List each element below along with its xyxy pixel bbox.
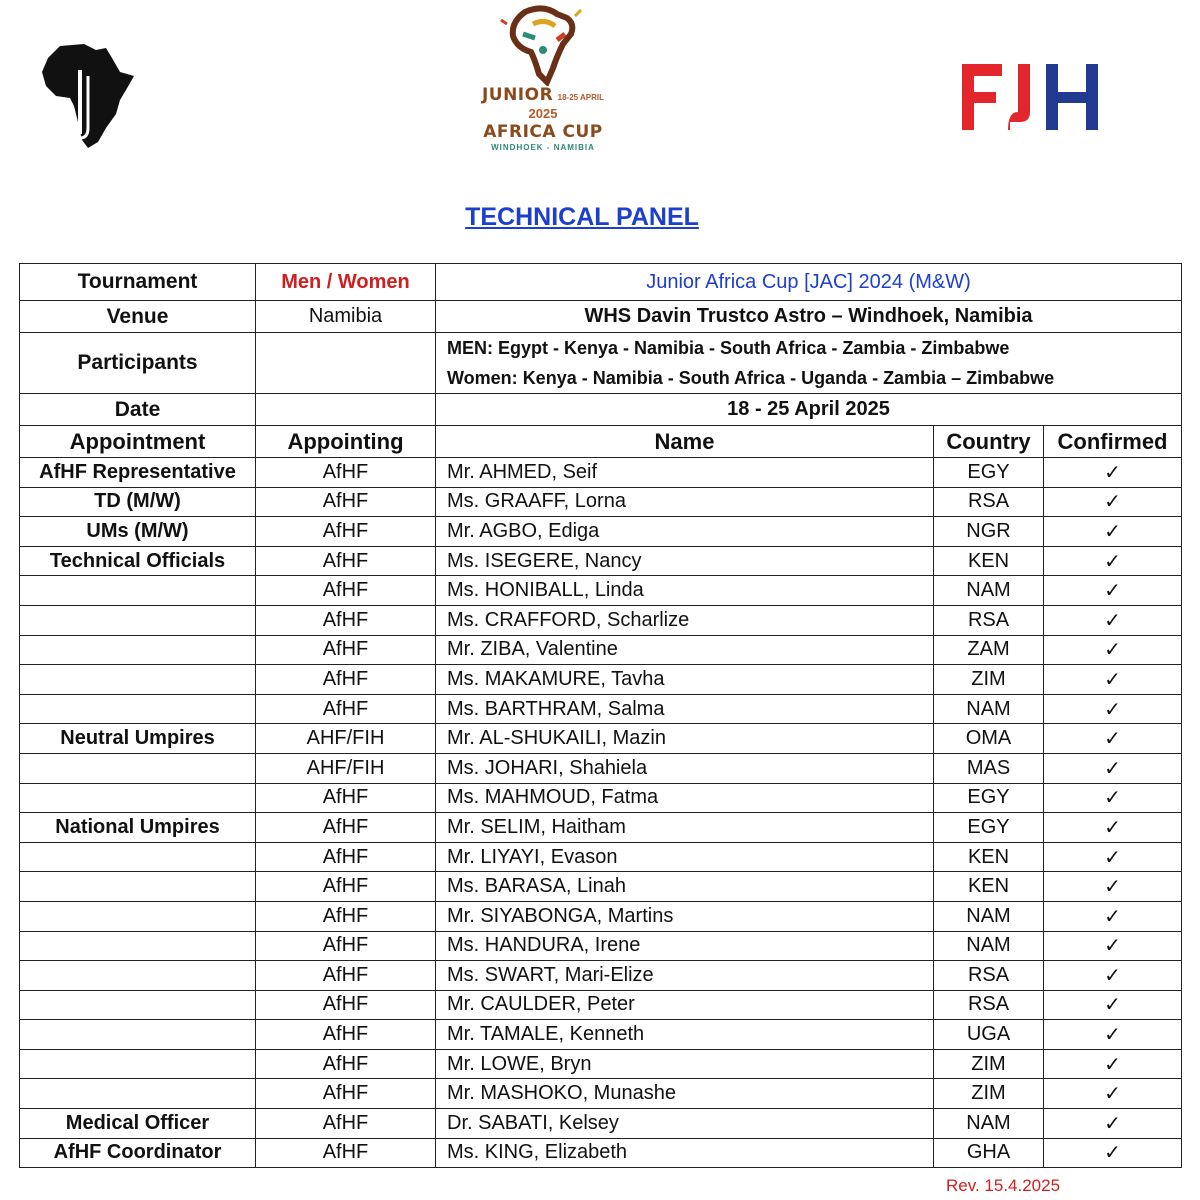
name-cell: Mr. ZIBA, Valentine (436, 635, 934, 665)
confirmed-check-icon: ✓ (1044, 990, 1182, 1020)
table-row (20, 961, 1182, 991)
participants-row (20, 333, 1182, 394)
jac-logo-dates: 18-25 APRIL (557, 93, 605, 102)
appointment-cell (20, 665, 256, 695)
country-cell: GHA (934, 1138, 1044, 1168)
name-cell: Mr. AHMED, Seif (436, 458, 934, 488)
confirmed-check-icon: ✓ (1044, 1109, 1182, 1139)
appointing-cell: AfHF (256, 1020, 436, 1050)
table-row (20, 1138, 1182, 1168)
appointing-cell: AfHF (256, 961, 436, 991)
appointment-cell (20, 605, 256, 635)
appointing-cell: AfHF (256, 694, 436, 724)
appointment-cell: National Umpires (20, 813, 256, 843)
appointing-cell: AfHF (256, 635, 436, 665)
country-cell: NGR (934, 517, 1044, 547)
confirmed-check-icon: ✓ (1044, 517, 1182, 547)
name-cell: Ms. GRAAFF, Lorna (436, 487, 934, 517)
appointment-cell (20, 635, 256, 665)
appointing-cell: AfHF (256, 458, 436, 488)
table-row (20, 724, 1182, 754)
appointing-cell: AHF/FIH (256, 724, 436, 754)
participants-blank (256, 333, 436, 394)
confirmed-check-icon: ✓ (1044, 724, 1182, 754)
appointing-cell: AfHF (256, 1049, 436, 1079)
confirmed-check-icon: ✓ (1044, 872, 1182, 902)
fih-logo (958, 60, 1104, 134)
appointing-cell: AfHF (256, 487, 436, 517)
appointing-cell: AfHF (256, 517, 436, 547)
revision-note: Rev. 15.4.2025 (946, 1176, 1061, 1195)
appointment-cell (20, 783, 256, 813)
confirmed-check-icon: ✓ (1044, 931, 1182, 961)
name-cell: Mr. AGBO, Ediga (436, 517, 934, 547)
name-cell: Ms. BARASA, Linah (436, 872, 934, 902)
confirmed-check-icon: ✓ (1044, 783, 1182, 813)
name-cell: Mr. AL-SHUKAILI, Mazin (436, 724, 934, 754)
table-row (20, 1079, 1182, 1109)
name-cell: Mr. LOWE, Bryn (436, 1049, 934, 1079)
venue-name: WHS Davin Trustco Astro – Windhoek, Namibia (436, 301, 1182, 333)
men-teams-line (447, 333, 1181, 363)
country-cell: OMA (934, 724, 1044, 754)
africa-map-icon (40, 42, 136, 150)
appointing-cell: AfHF (256, 813, 436, 843)
table-row (20, 783, 1182, 813)
venue-country: Namibia (256, 301, 436, 333)
appointment-cell (20, 872, 256, 902)
country-cell: ZIM (934, 1079, 1044, 1109)
country-cell: KEN (934, 842, 1044, 872)
appointing-cell: AfHF (256, 1079, 436, 1109)
country-cell: ZIM (934, 665, 1044, 695)
appointment-cell (20, 1049, 256, 1079)
jac-logo-title-1: JUNIOR (481, 85, 554, 105)
men-label: MEN: (447, 338, 493, 358)
appointing-cell: AfHF (256, 990, 436, 1020)
name-cell: Mr. TAMALE, Kenneth (436, 1020, 934, 1050)
confirmed-check-icon: ✓ (1044, 635, 1182, 665)
participants-list (436, 333, 1182, 394)
date-blank (256, 394, 436, 426)
appointment-cell (20, 842, 256, 872)
country-cell: KEN (934, 546, 1044, 576)
name-cell: Ms. HONIBALL, Linda (436, 576, 934, 606)
appointing-cell: AfHF (256, 605, 436, 635)
name-cell: Ms. CRAFFORD, Scharlize (436, 605, 934, 635)
name-cell: Ms. KING, Elizabeth (436, 1138, 934, 1168)
table-row (20, 872, 1182, 902)
header-appointment: Appointment (20, 426, 256, 458)
appointing-cell: AfHF (256, 872, 436, 902)
confirmed-check-icon: ✓ (1044, 458, 1182, 488)
appointment-cell (20, 931, 256, 961)
participants-label: Participants (20, 333, 256, 394)
venue-row (20, 301, 1182, 333)
appointment-cell (20, 961, 256, 991)
table-row (20, 635, 1182, 665)
table-row (20, 546, 1182, 576)
appointment-cell: AfHF Coordinator (20, 1138, 256, 1168)
table-row (20, 813, 1182, 843)
appointment-cell: AfHF Representative (20, 458, 256, 488)
date-label: Date (20, 394, 256, 426)
name-cell: Ms. MAHMOUD, Fatma (436, 783, 934, 813)
name-cell: Ms. JOHARI, Shahiela (436, 753, 934, 783)
name-cell: Ms. BARTHRAM, Salma (436, 694, 934, 724)
women-teams-line (447, 363, 1181, 393)
jac-logo (478, 4, 608, 150)
table-row (20, 1020, 1182, 1050)
confirmed-check-icon: ✓ (1044, 1138, 1182, 1168)
confirmed-check-icon: ✓ (1044, 813, 1182, 843)
men-teams: Egypt - Kenya - Namibia - South Africa - Zambia - Zimbabwe (498, 338, 1010, 358)
jac-logo-year: 2025 (528, 106, 558, 121)
appointing-cell: AfHF (256, 901, 436, 931)
table-row (20, 665, 1182, 695)
appointing-cell: AfHF (256, 931, 436, 961)
name-cell: Mr. SELIM, Haitham (436, 813, 934, 843)
appointing-cell: AfHF (256, 546, 436, 576)
table-row (20, 753, 1182, 783)
appointing-cell: AfHF (256, 576, 436, 606)
table-row (20, 605, 1182, 635)
header-appointing: Appointing (256, 426, 436, 458)
appointment-cell: Medical Officer (20, 1109, 256, 1139)
table-row (20, 458, 1182, 488)
confirmed-check-icon: ✓ (1044, 901, 1182, 931)
country-cell: EGY (934, 813, 1044, 843)
table-row (20, 1049, 1182, 1079)
table-row (20, 1109, 1182, 1139)
name-cell: Mr. LIYAYI, Evason (436, 842, 934, 872)
header-country: Country (934, 426, 1044, 458)
date-row (20, 394, 1182, 426)
country-cell: NAM (934, 901, 1044, 931)
name-cell: Ms. HANDURA, Irene (436, 931, 934, 961)
appointment-cell: TD (M/W) (20, 487, 256, 517)
name-cell: Mr. MASHOKO, Munashe (436, 1079, 934, 1109)
confirmed-check-icon: ✓ (1044, 1049, 1182, 1079)
date-value: 18 - 25 April 2025 (436, 394, 1182, 426)
country-cell: UGA (934, 1020, 1044, 1050)
fih-logo-icon (958, 60, 1104, 134)
country-cell: RSA (934, 990, 1044, 1020)
confirmed-check-icon: ✓ (1044, 694, 1182, 724)
country-cell: NAM (934, 694, 1044, 724)
name-cell: Ms. MAKAMURE, Tavha (436, 665, 934, 695)
appointment-cell: Technical Officials (20, 546, 256, 576)
column-header-row (20, 426, 1182, 458)
confirmed-check-icon: ✓ (1044, 842, 1182, 872)
confirmed-check-icon: ✓ (1044, 605, 1182, 635)
women-label: Women: (447, 368, 518, 388)
header-confirmed: Confirmed (1044, 426, 1182, 458)
header-name: Name (436, 426, 934, 458)
appointment-cell (20, 901, 256, 931)
appointment-cell (20, 990, 256, 1020)
tournament-name: Junior Africa Cup [JAC] 2024 (M&W) (436, 264, 1182, 301)
country-cell: ZIM (934, 1049, 1044, 1079)
appointing-cell: AfHF (256, 842, 436, 872)
table-row (20, 576, 1182, 606)
jac-logo-place: WINDHOEK - NAMIBIA (491, 143, 595, 152)
confirmed-check-icon: ✓ (1044, 961, 1182, 991)
table-row (20, 901, 1182, 931)
country-cell: RSA (934, 605, 1044, 635)
table-row (20, 694, 1182, 724)
afhf-logo (40, 42, 136, 150)
country-cell: NAM (934, 1109, 1044, 1139)
appointment-cell (20, 753, 256, 783)
tournament-gender: Men / Women (256, 264, 436, 301)
confirmed-check-icon: ✓ (1044, 665, 1182, 695)
table-row (20, 990, 1182, 1020)
confirmed-check-icon: ✓ (1044, 487, 1182, 517)
confirmed-check-icon: ✓ (1044, 546, 1182, 576)
country-cell: RSA (934, 961, 1044, 991)
appointment-cell (20, 576, 256, 606)
appointment-cell (20, 694, 256, 724)
country-cell: NAM (934, 931, 1044, 961)
country-cell: EGY (934, 783, 1044, 813)
appointment-cell: UMs (M/W) (20, 517, 256, 547)
country-cell: ZAM (934, 635, 1044, 665)
appointing-cell: AfHF (256, 783, 436, 813)
confirmed-check-icon: ✓ (1044, 1020, 1182, 1050)
table-row (20, 931, 1182, 961)
women-teams: Kenya - Namibia - South Africa - Uganda - Zambia – Zimbabwe (522, 368, 1055, 388)
appointing-cell: AfHF (256, 1138, 436, 1168)
appointment-cell (20, 1020, 256, 1050)
venue-label: Venue (20, 301, 256, 333)
country-cell: RSA (934, 487, 1044, 517)
table-row (20, 842, 1182, 872)
table-row (20, 487, 1182, 517)
appointing-cell: AfHF (256, 665, 436, 695)
country-cell: MAS (934, 753, 1044, 783)
name-cell: Mr. SIYABONGA, Martins (436, 901, 934, 931)
confirmed-check-icon: ✓ (1044, 753, 1182, 783)
name-cell: Ms. ISEGERE, Nancy (436, 546, 934, 576)
technical-panel-table (19, 263, 1182, 1168)
appointing-cell: AfHF (256, 1109, 436, 1139)
table-row (20, 517, 1182, 547)
country-cell: NAM (934, 576, 1044, 606)
appointment-cell (20, 1079, 256, 1109)
country-cell: KEN (934, 872, 1044, 902)
page-title: TECHNICAL PANEL (465, 203, 699, 231)
confirmed-check-icon: ✓ (1044, 1079, 1182, 1109)
name-cell: Dr. SABATI, Kelsey (436, 1109, 934, 1139)
jac-emblem-icon (495, 4, 591, 86)
name-cell: Mr. CAULDER, Peter (436, 990, 934, 1020)
tournament-row (20, 264, 1182, 301)
jac-logo-title-2: AFRICA CUP (483, 122, 603, 142)
name-cell: Ms. SWART, Mari-Elize (436, 961, 934, 991)
confirmed-check-icon: ✓ (1044, 576, 1182, 606)
appointing-cell: AHF/FIH (256, 753, 436, 783)
tournament-label: Tournament (20, 264, 256, 301)
country-cell: EGY (934, 458, 1044, 488)
appointment-cell: Neutral Umpires (20, 724, 256, 754)
